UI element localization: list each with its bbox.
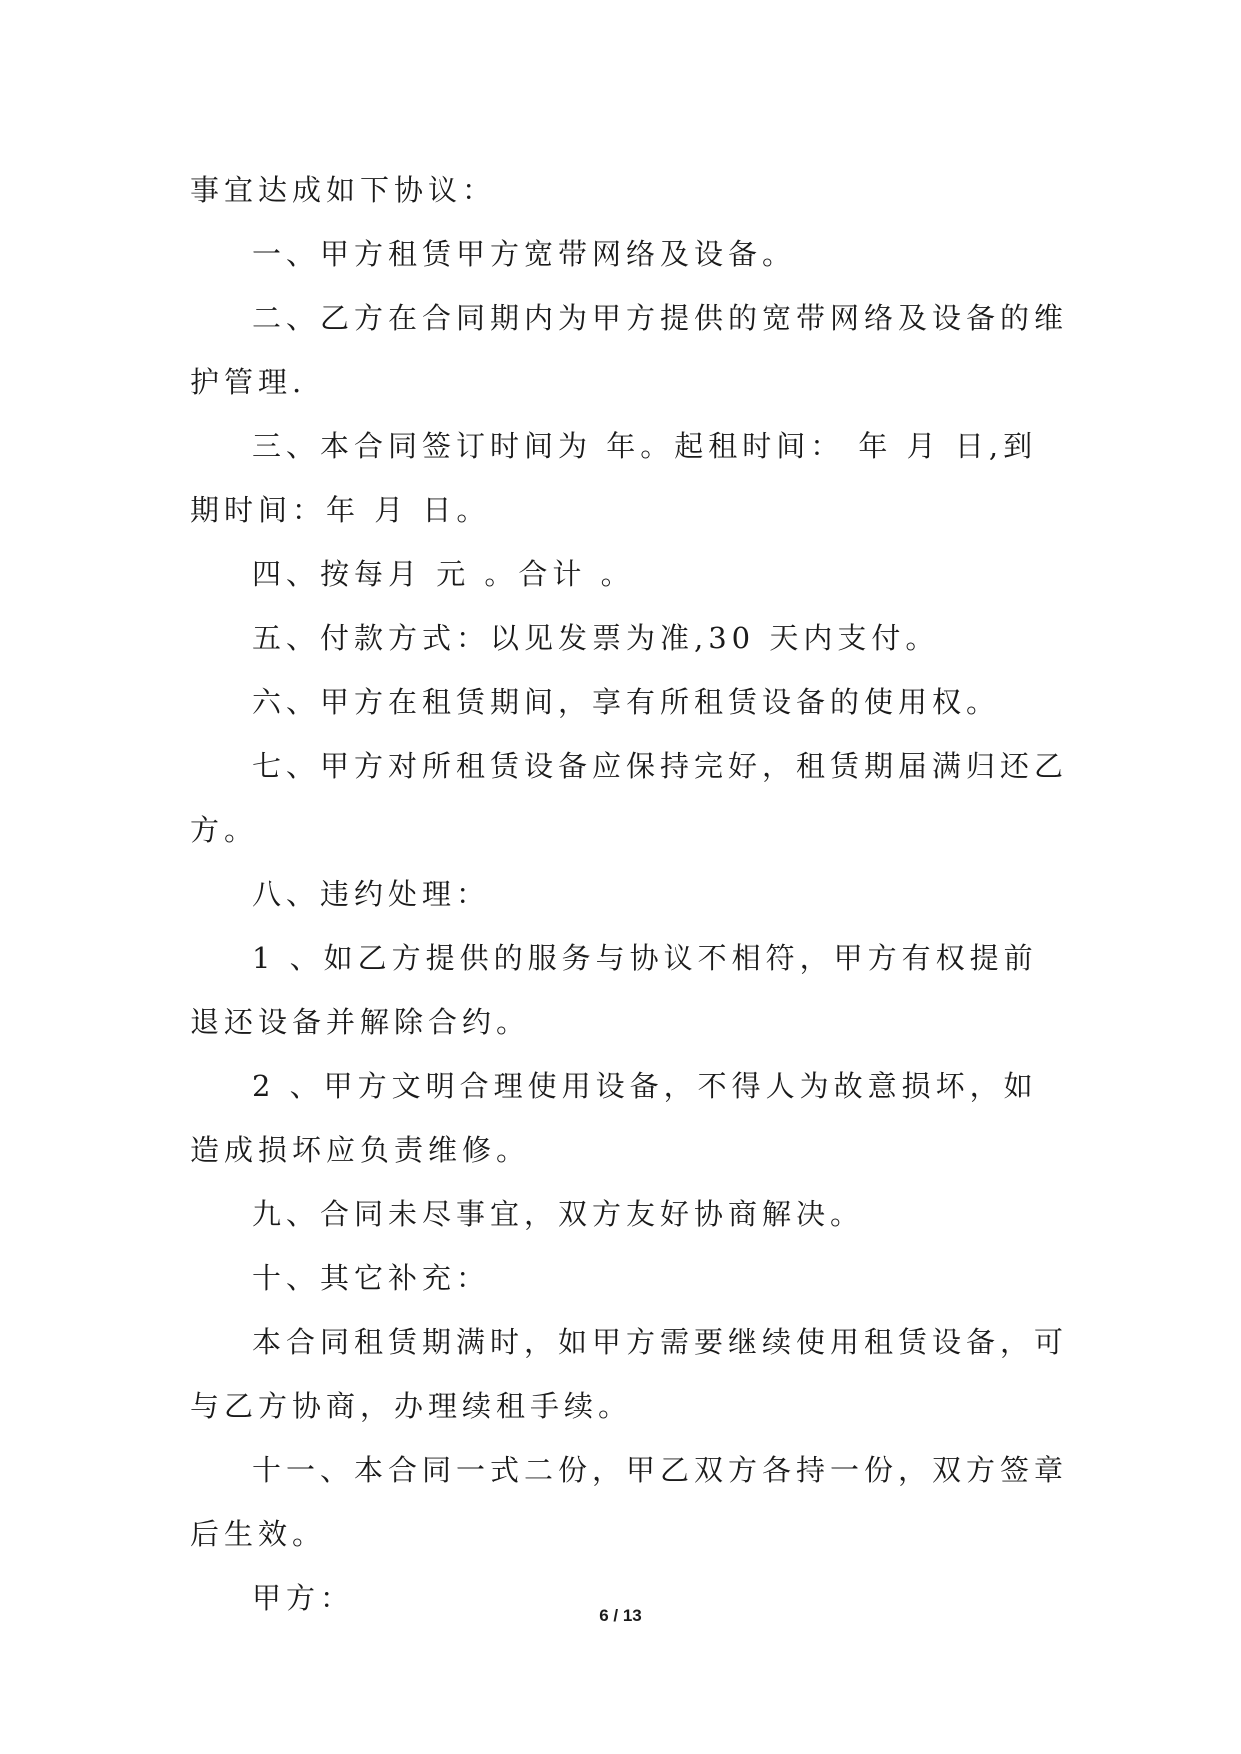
clause-2: 二、乙方在合同期内为甲方提供的宽带网络及设备的维护管理. [190, 301, 1069, 399]
clause-6: 六、甲方在租赁期间，享有所租赁设备的使用权。 [252, 685, 1001, 719]
paragraph-intro: 事宜达成如下协议： [190, 173, 497, 207]
clause-8-item-2: 2 、甲方文明合理使用设备，不得人为故意损坏，如造成损坏应负责维修。 [190, 1069, 1038, 1167]
contract-body [190, 158, 1070, 1630]
clause-7: 七、甲方对所租赁设备应保持完好，租赁期届满归还乙方。 [190, 749, 1069, 847]
clause-8-item-1: 1 、如乙方提供的服务与协议不相符，甲方有权提前退还设备并解除合约。 [190, 941, 1038, 1039]
clause-5: 五、付款方式：以见发票为准,30 天内支付。 [252, 621, 940, 655]
clause-4: 四、按每月 元 。合计 。 [252, 557, 635, 591]
page-number: 6 / 13 [599, 1606, 642, 1625]
clause-3: 三、本合同签订时间为 年。起租时间： 年 月 日,到期时间：年 月 日。 [190, 429, 1038, 527]
clause-8-heading: 八、违约处理： [252, 877, 491, 911]
clause-9: 九、合同未尽事宜，双方友好协商解决。 [252, 1197, 865, 1231]
party-a-label: 甲方： [252, 1581, 355, 1615]
clause-1: 一、甲方租赁甲方宽带网络及设备。 [252, 237, 797, 271]
clause-10-heading: 十、其它补充： [252, 1261, 491, 1295]
clause-10-text: 本合同租赁期满时，如甲方需要继续使用租赁设备，可与乙方协商，办理续租手续。 [190, 1325, 1069, 1423]
clause-11: 十一、本合同一式二份，甲乙双方各持一份，双方签章后生效。 [190, 1453, 1069, 1551]
